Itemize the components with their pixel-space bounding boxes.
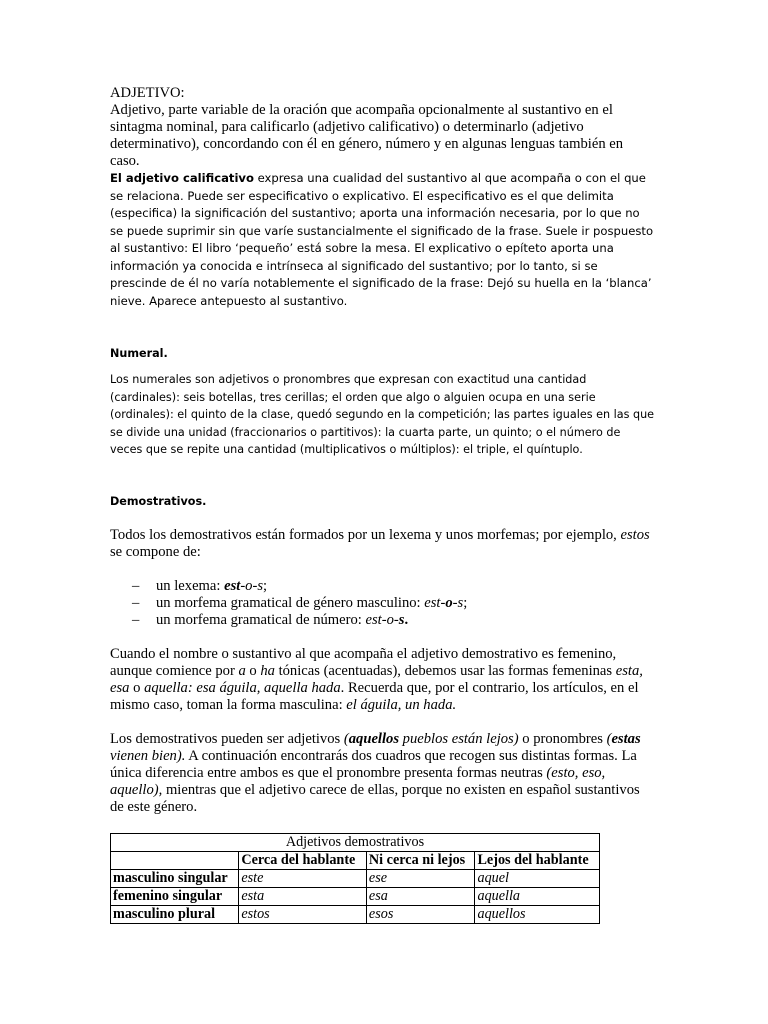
table-corner-cell (111, 851, 239, 869)
list-item (132, 595, 655, 612)
table-row (111, 887, 600, 905)
table-cell: aquel (475, 869, 600, 887)
table-cell: aquellos (475, 905, 600, 923)
item-post: -o-s (240, 577, 264, 594)
feminine-usage-paragraph (110, 646, 655, 714)
table-header-row (111, 851, 600, 869)
p3-ex2-rest: vienen bien). (110, 747, 186, 764)
p2-a: Cuando el nombre o sustantivo al que acompaña el adjetivo demostrativo es femenino, aunque comience por (110, 645, 617, 679)
row-header: masculino singular (111, 869, 239, 887)
intro-word: estos (620, 526, 650, 543)
intro-text-b: se compone de: (110, 543, 201, 560)
table-cell: este (239, 869, 367, 887)
table-row (111, 869, 600, 887)
table-caption-row (111, 833, 600, 851)
dash-bullet: – (132, 611, 140, 628)
numeral-paragraph: Los numerales son adjetivos o pronombres que expresan con exactitud una cantidad (cardinales): seis botellas, tres cerillas; el orden que algo o alguien ocupa en una serie (ordinales): el quinto de la clase, quedó segundo en la competición; las partes iguales en las que se divide una unidad (fraccionarios o partitivos): la cuarta parte, un quinto; o el número de veces que se repite una cantidad (multiplicativos o múltiplos): el triple, el quíntuplo. (110, 373, 655, 456)
item-label: un lexema: (156, 577, 225, 594)
p3-ex2-open: ( (606, 730, 612, 747)
p3-ex1-open: ( (343, 730, 349, 747)
p3-d: mientras que el adjetivo carece de ellas, porque no existen en español sustantivos de este género. (110, 781, 640, 815)
item-bold-part: est (224, 577, 241, 594)
item-end: . (404, 611, 409, 628)
p2-examples: aquella: esa águila, aquella hada (144, 679, 341, 696)
list-item (132, 578, 655, 595)
p2-b: o (245, 662, 261, 679)
section-title-adjetivo: ADJETIVO: (110, 85, 185, 101)
p2-a-letter: a (238, 662, 246, 679)
morpheme-list (110, 578, 655, 629)
column-header: Cerca del hablante (239, 851, 367, 869)
p2-e: . Recuerda que, por el contrario, los artículos, en el mismo caso, toman la forma masculina: (110, 679, 639, 713)
dash-bullet: – (132, 577, 140, 594)
row-header: femenino singular (111, 887, 239, 905)
table-cell: esta (239, 887, 367, 905)
p2-c: tónicas (acentuadas), debemos usar las formas femeninas (274, 662, 616, 679)
table-cell: estos (239, 905, 367, 923)
intro-text-a: Todos los demostrativos están formados por un lexema y unos morfemas; por ejemplo, (110, 526, 621, 543)
dash-bullet: – (132, 594, 140, 611)
demostrativos-intro (110, 527, 655, 561)
adjetivo-definition: Adjetivo, parte variable de la oración que acompaña opcionalmente al sustantivo en el sintagma nominal, para calificarlo (adjetivo calificativo) o determinarlo (adjetivo determinativo), concordando con él en género, número y en algunas lenguas también en caso. (110, 102, 624, 169)
p3-ex1-rest: pueblos están lejos) (399, 730, 519, 747)
row-header: masculino plural (111, 905, 239, 923)
table-cell: aquella (475, 887, 600, 905)
p2-d: o (129, 679, 145, 696)
p3-c: A continuación encontrarás dos cuadros que recogen sus distintas formas. La única diferencia entre ambos es que el pronombre presenta formas neutras (110, 747, 637, 781)
table-cell: esos (366, 905, 475, 923)
item-pre: est-o- (365, 611, 399, 628)
table-cell: ese (366, 869, 475, 887)
item-bold-part: o (445, 594, 453, 611)
p3-neutral: (esto, eso, aquello), (110, 764, 606, 798)
adjective-pronoun-paragraph (110, 731, 655, 816)
document-page (110, 85, 655, 924)
list-item (132, 612, 655, 629)
section-heading-numeral: Numeral. (110, 347, 168, 360)
p3-a: Los demostrativos pueden ser adjetivos (110, 730, 344, 747)
table-row (111, 905, 600, 923)
table-cell: esa (366, 887, 475, 905)
item-label: un morfema gramatical de género masculino: (156, 594, 425, 611)
section-heading-demostrativos: Demostrativos. (110, 494, 207, 508)
item-end: ; (263, 577, 268, 594)
demonstrative-adjectives-table (110, 833, 600, 924)
p2-ha: ha (260, 662, 275, 679)
calificativo-text: expresa una cualidad del sustantivo al que acompaña o con el que se relaciona. Puede ser especificativo o explicativo. El especificativo es el que delimita (especifica) la significación del sustantivo; aporta una información necesaria, por lo que no se puede suprimir sin que varíe sustancialmente el significado de la frase. Suele ir pospuesto al sustantivo: El libro ‘pequeño’ está sobre la mesa. El explicativo o epíteto aporta una información ya conocida e intrínseca al significado del sustantivo; por lo tanto, si se prescinde de él no varía notablemente el significado de la frase: Dejó su huella en la ‘blanca’ nieve. Aparece antepuesto al sustantivo. (110, 171, 654, 308)
item-post: -s (452, 594, 464, 611)
p3-ex1-bold: aquellos (348, 730, 400, 747)
item-end: ; (463, 594, 468, 611)
table-caption: Adjetivos demostrativos (111, 833, 600, 851)
column-header: Lejos del hablante (475, 851, 600, 869)
adjetivo-calificativo-paragraph (110, 170, 655, 310)
p3-ex2-bold: estas (611, 730, 641, 747)
p2-forms: esta, esa (110, 662, 643, 696)
column-header: Ni cerca ni lejos (366, 851, 475, 869)
item-label: un morfema gramatical de número: (156, 611, 366, 628)
item-pre: est- (424, 594, 446, 611)
calificativo-lead: El adjetivo calificativo (110, 171, 254, 185)
item-bold-part: s (398, 611, 405, 628)
p2-masc: el águila, un hada. (346, 696, 457, 713)
p3-b: o pronombres (518, 730, 607, 747)
